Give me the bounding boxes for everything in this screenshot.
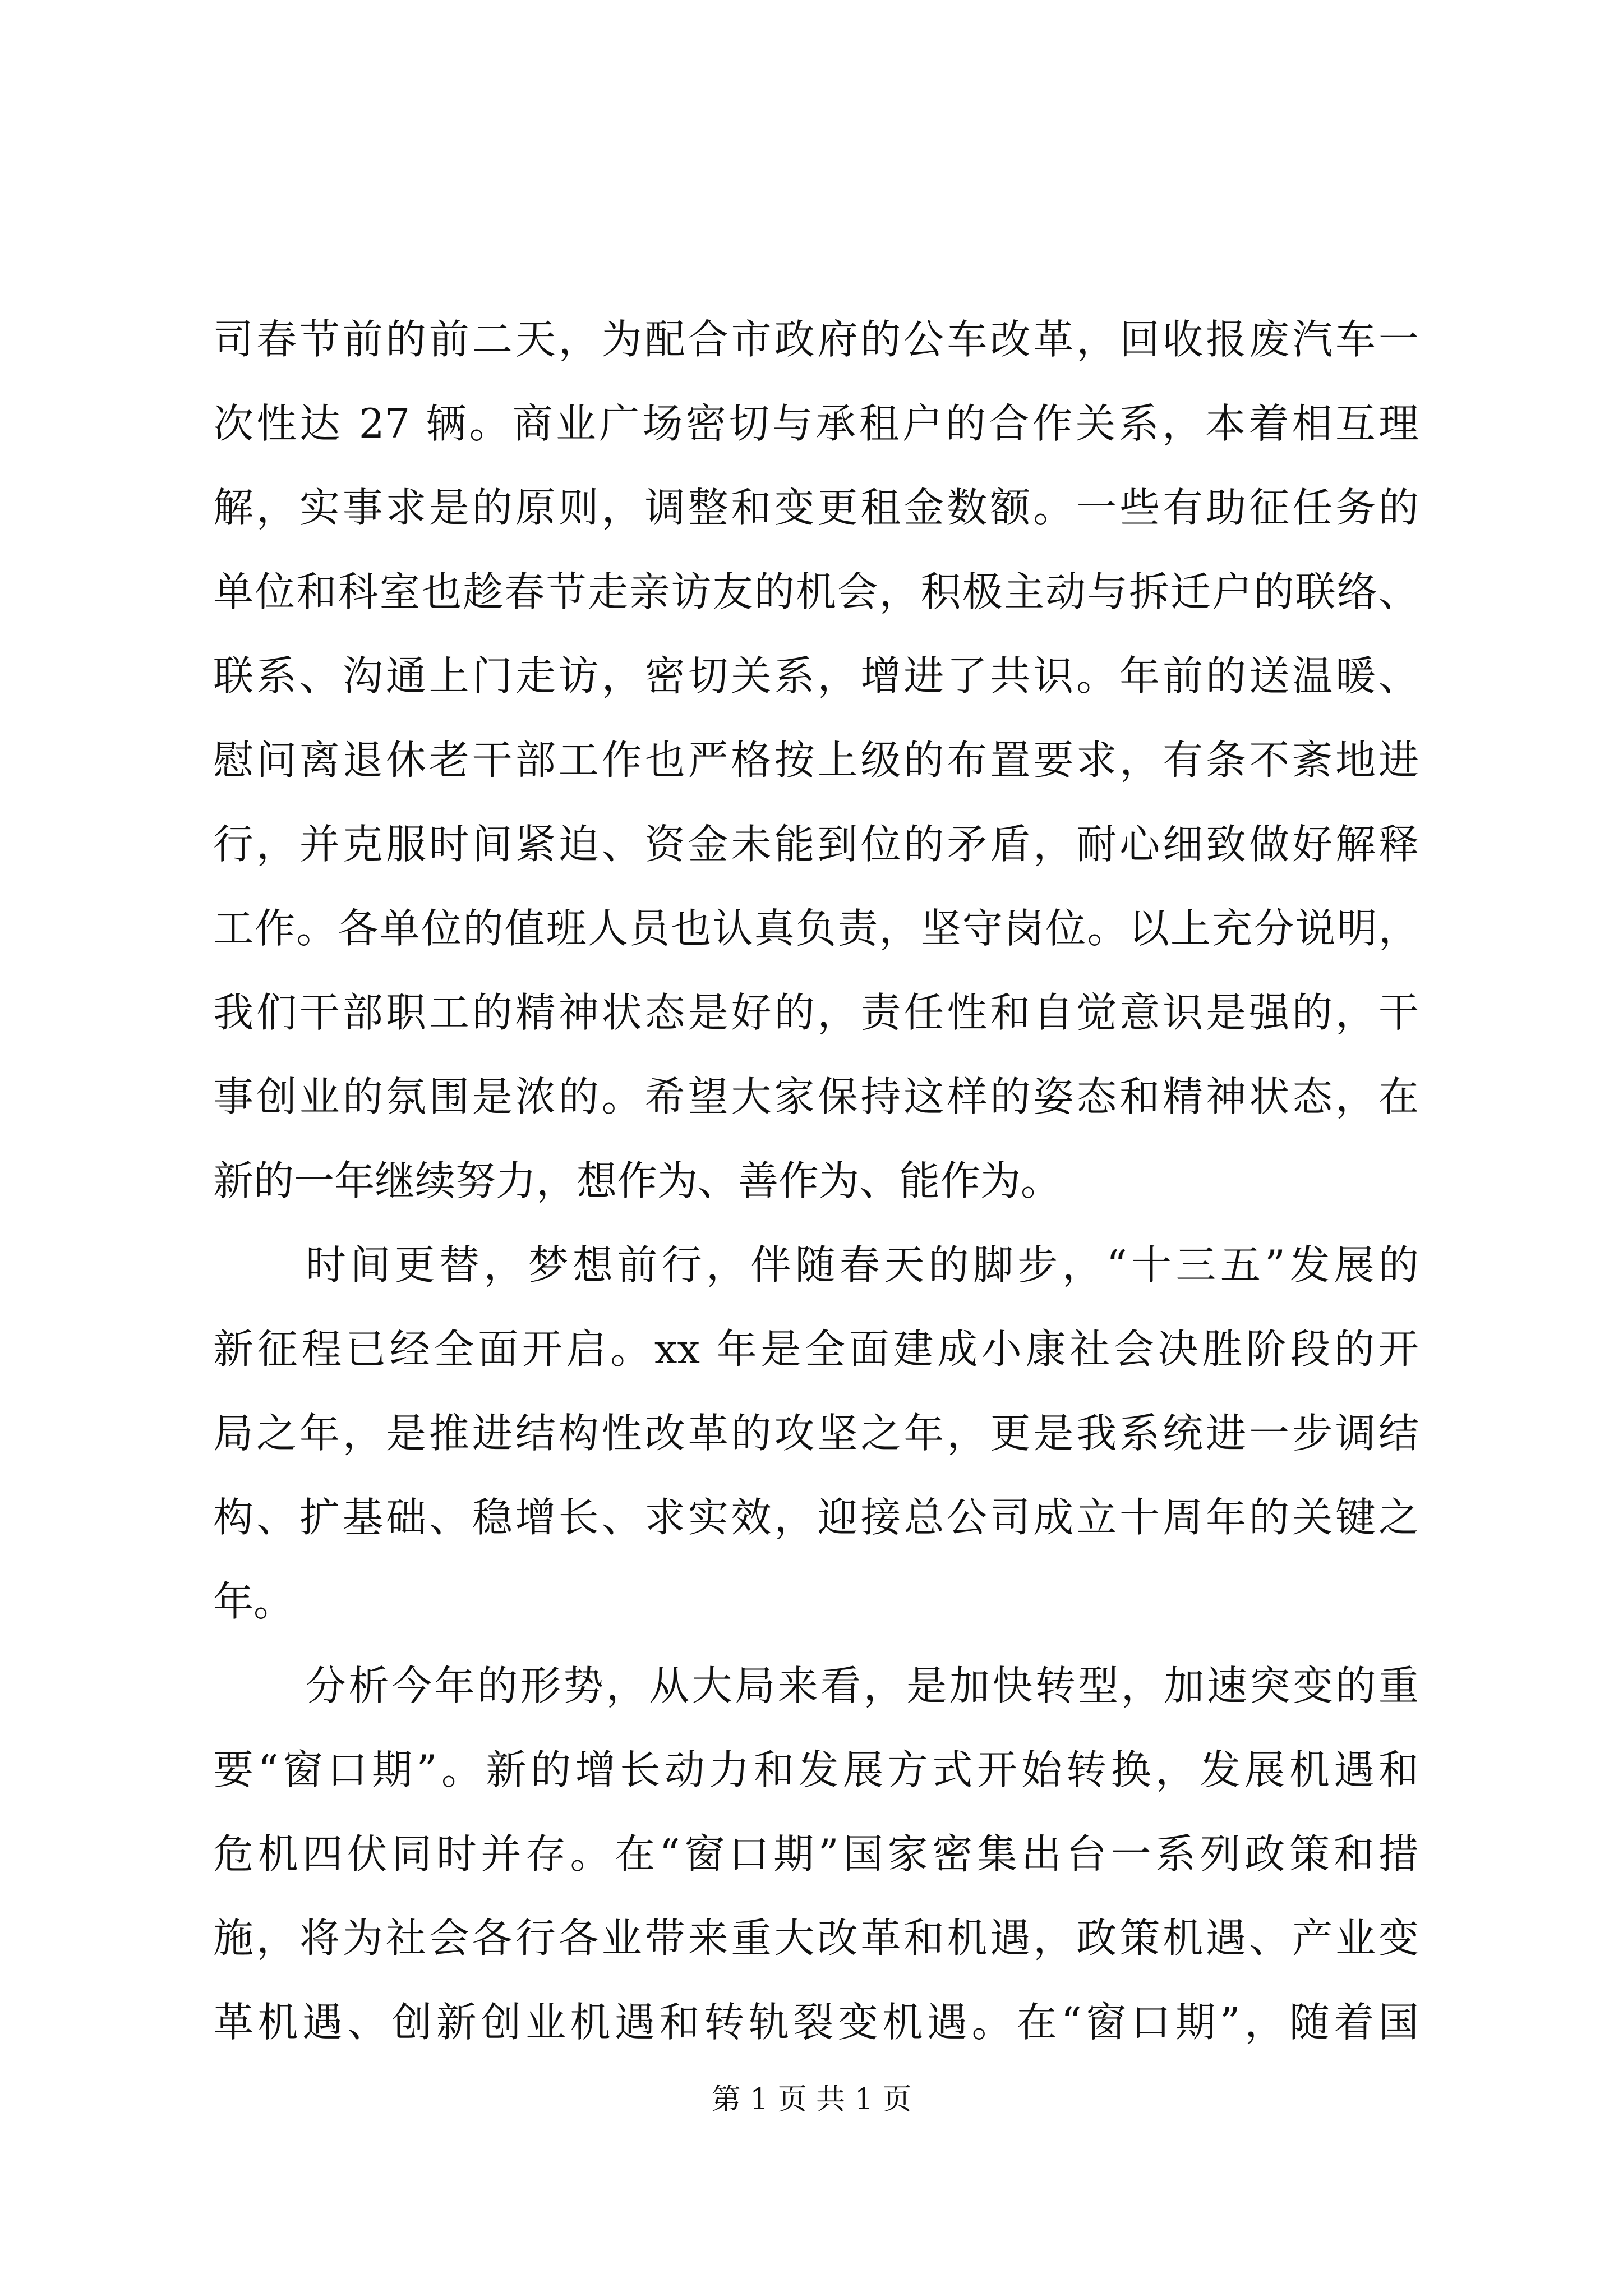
text-line: 危机四伏同时并存。在“窗口期”国家密集出台一系列政策和措 <box>213 1830 1419 1878</box>
text-line: 局之年，是推进结构性改革的攻坚之年，更是我系统进一步调结 <box>213 1410 1419 1457</box>
text-line: 行，并克服时间紧迫、资金未能到位的矛盾，耐心细致做好解释 <box>213 821 1419 868</box>
text-line: 次性达 27 辆。商业广场密切与承租户的合作关系，本着相互理 <box>213 400 1419 447</box>
text-line: 构、扩基础、稳增长、求实效，迎接总公司成立十周年的关键之 <box>213 1494 1419 1541</box>
text-line: 年。 <box>213 1578 294 1625</box>
body-text <box>213 297 1419 2064</box>
text-line: 事创业的氛围是浓的。希望大家保持这样的姿态和精神状态，在 <box>213 1073 1419 1120</box>
text-line: 分析今年的形势，从大局来看，是加快转型，加速突变的重 <box>306 1662 1419 1709</box>
text-line: 我们干部职工的精神状态是好的，责任性和自觉意识是强的，干 <box>213 989 1419 1036</box>
text-line: 解，实事求是的原则，调整和变更租金数额。一些有助征任务的 <box>213 484 1419 531</box>
text-line: 革机遇、创新创业机遇和转轨裂变机遇。在“窗口期”，随着国 <box>213 1999 1419 2046</box>
text-line: 慰问离退休老干部工作也严格按上级的布置要求，有条不紊地进 <box>213 737 1419 784</box>
text-line: 施，将为社会各行各业带来重大改革和机遇，政策机遇、产业变 <box>213 1915 1419 1962</box>
text-line: 要“窗口期”。新的增长动力和发展方式开始转换，发展机遇和 <box>213 1746 1419 1793</box>
text-line: 工作。各单位的值班人员也认真负责，坚守岗位。以上充分说明， <box>213 905 1419 952</box>
text-line: 联系、沟通上门走访，密切关系，增进了共识。年前的送温暖、 <box>213 652 1419 700</box>
text-line: 时间更替，梦想前行，伴随春天的脚步，“十三五”发展的 <box>306 1241 1419 1289</box>
text-line: 新征程已经全面开启。xx 年是全面建成小康社会决胜阶段的开 <box>213 1326 1419 1373</box>
text-line: 新的一年继续努力，想作为、善作为、能作为。 <box>213 1157 1062 1204</box>
text-line: 单位和科室也趁春节走亲访友的机会，积极主动与拆迁户的联络、 <box>213 568 1419 615</box>
text-line: 司春节前的前二天，为配合市政府的公车改革，回收报废汽车一 <box>213 316 1419 363</box>
page-footer: 第 1 页 共 1 页 <box>711 2083 912 2116</box>
